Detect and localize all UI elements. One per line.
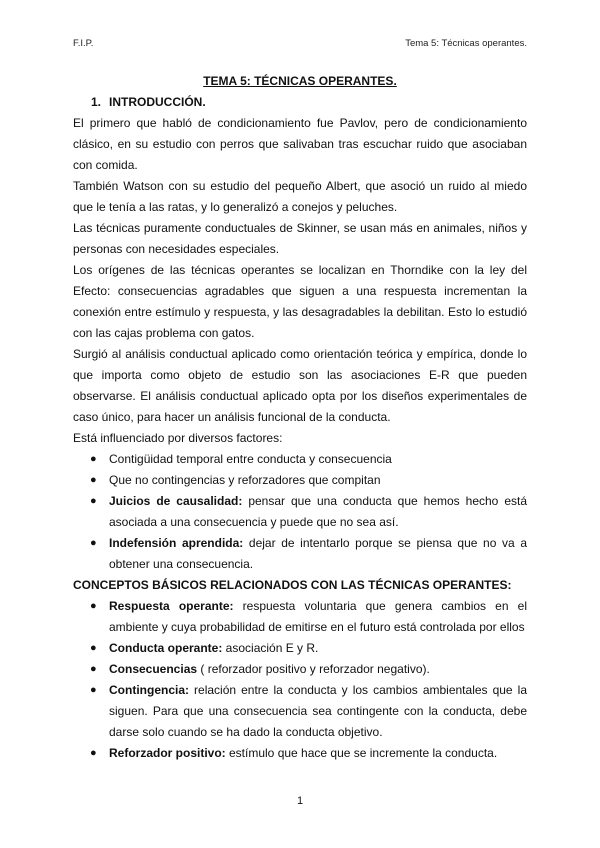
list-item [73,449,527,470]
list-item-term: Juicios de causalidad: [109,494,243,508]
bullet-icon: ● [90,747,97,759]
list-item [73,596,527,638]
list-item-text: dejar de intentarlo porque se piensa que no va a obtener una consecuencia. [109,536,527,571]
list-item [73,470,527,491]
list-item [73,680,527,743]
bullet-icon: ● [90,642,97,654]
list-item-term: Conducta operante: [109,641,223,655]
list-item [73,491,527,533]
paragraph: Los orígenes de las técnicas operantes se localizan en Thorndike con la ley del Efecto: consecuencias agradables que siguen a una respuesta incrementan la conexión entre estímulo y respuesta, y las desagradables la debilitan. Esto lo estudió con las cajas problema con gatos. [73,263,527,340]
list-item [73,638,527,659]
paragraph: El primero que habló de condicionamiento fue Pavlov, pero de condicionamiento clásico, en su estudio con perros que salivaban tras escuchar ruido que asociaban con comida. [73,116,527,172]
list-item-text: Que no contingencias y reforzadores que compitan [109,473,381,487]
list-item-term: Respuesta operante: [109,599,234,613]
list-item-text: asociación E y R. [222,641,319,655]
section-heading-introduccion [91,92,527,113]
list-item-text: pensar que una conducta que hemos hecho está asociada a una consecuencia y puede que no sea así. [109,494,528,529]
section-heading-conceptos: CONCEPTOS BÁSICOS RELACIONADOS CON LAS TÉCNICAS OPERANTES: [73,578,512,592]
paragraph: También Watson con su estudio del pequeño Albert, que asoció un ruido al miedo que le tenía a las ratas, y lo generalizó a conejos y peluches. [73,179,527,214]
paragraph: Surgió al análisis conductual aplicado como orientación teórica y empírica, donde lo que importa como objeto de estudio son las asociaciones E-R que pueden observarse. El análisis conductual aplicado opta por los diseños experimentales de caso único, para hacer un análisis funcional de la conducta. [73,347,527,424]
section-number: 1. [91,95,102,109]
document-title: TEMA 5: TÉCNICAS OPERANTES. [203,74,397,88]
list-item [73,743,527,764]
bullet-icon: ● [90,684,97,696]
document-body [73,71,527,764]
section-title: INTRODUCCIÓN. [109,95,206,109]
bullet-icon: ● [90,495,97,507]
list-item-text: respuesta voluntaria que genera cambios en el ambiente y cuya probabilidad de emitirse en el futuro está controlada por ellos [109,599,528,634]
list-item-term: Reforzador positivo: [109,746,226,760]
list-item-term: Consecuencias [109,662,198,676]
list-item-text: estímulo que hace que se incremente la conducta. [225,746,498,760]
paragraph: Las técnicas puramente conductuales de Skinner, se usan más en animales, niños y personas con necesidades especiales. [73,221,527,256]
concepts-list [73,596,527,764]
bullet-icon: ● [90,663,97,675]
list-item-term: Contingencia: [109,683,189,697]
list-item [73,659,527,680]
page-number: 1 [296,795,304,807]
factors-list [73,449,527,575]
list-item [73,533,527,575]
paragraph: Está influenciado por diversos factores: [73,431,283,445]
bullet-icon: ● [90,537,97,549]
list-item-text: Contigüidad temporal entre conducta y consecuencia [109,452,392,466]
list-item-text: ( reforzador positivo y reforzador negativo). [197,662,430,676]
header-left: F.I.P. [73,38,94,49]
bullet-icon: ● [90,453,97,465]
bullet-icon: ● [90,600,97,612]
bullet-icon: ● [90,474,97,486]
list-item-text: relación entre la conducta y los cambios ambientales que la siguen. Para que una consecuencia sea contingente con la conducta, debe darse solo cuando se ha dado la conducta objetivo. [109,683,527,739]
list-item-term: Indefensión aprendida: [109,536,244,550]
header-right: Tema 5: Técnicas operantes. [405,38,527,49]
